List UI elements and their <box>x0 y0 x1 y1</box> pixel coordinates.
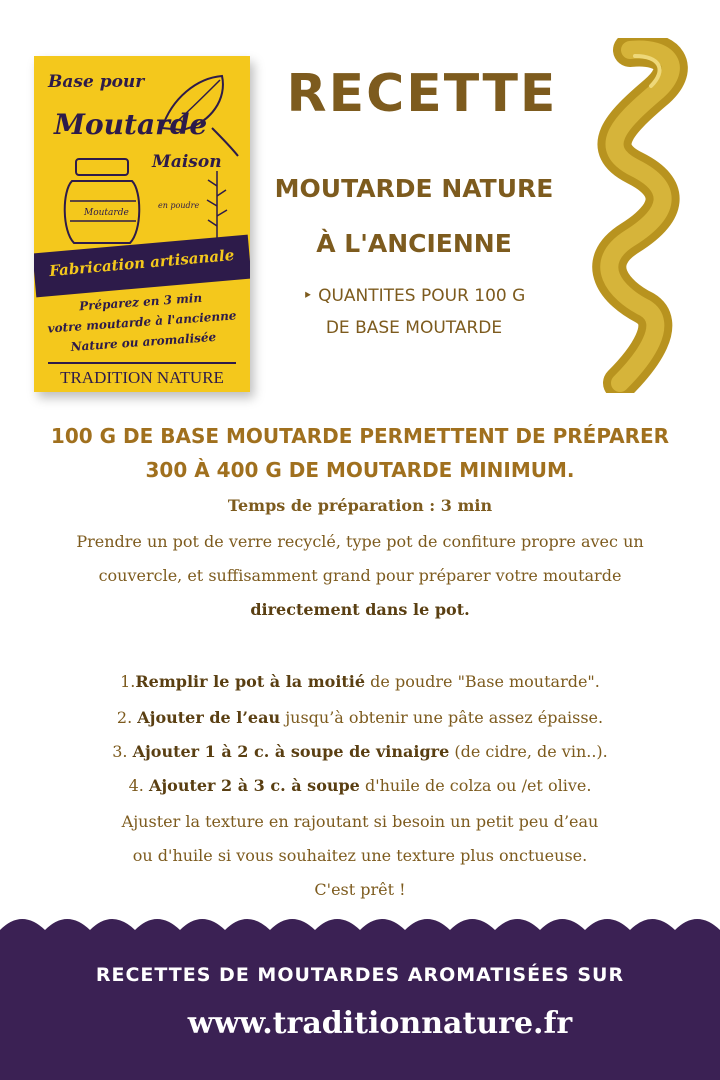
footer-banner <box>0 930 720 1080</box>
recipe-subtitle-1: MOUTARDE NATURE <box>274 174 554 203</box>
step-prefix: 2. <box>116 708 138 727</box>
step-bold: Ajouter 2 à 3 c. à soupe <box>148 776 360 795</box>
label-divider <box>48 362 236 364</box>
step-2 <box>0 708 720 727</box>
intro-line-3: directement dans le pot. <box>250 600 470 619</box>
quantity-line-2: DE BASE MOUTARDE <box>325 318 503 338</box>
label-base-pour: Base pour <box>48 72 145 92</box>
step-prefix: 3. <box>112 742 133 761</box>
ready-line: C'est prêt ! <box>314 880 406 899</box>
adjust-line-1: Ajuster la texture en rajoutant si besoin un petit peu d’eau <box>121 812 599 831</box>
mustard-swirl-icon <box>575 38 695 393</box>
label-line: Nature ou aromalisée <box>70 329 217 355</box>
step-bold: Ajouter de l’eau <box>137 708 281 727</box>
step-prefix: 4. <box>128 776 149 795</box>
jar-label-text: Moutarde <box>84 208 129 218</box>
step-prefix: 1. <box>120 672 136 691</box>
step-rest: (de cidre, de vin..). <box>449 742 608 761</box>
adjust-line-2: ou d'huile si vous souhaitez une texture plus onctueuse. <box>132 846 588 865</box>
step-bold: Remplir le pot à la moitié <box>135 672 366 691</box>
step-rest: de poudre "Base moutarde". <box>365 672 600 691</box>
label-maison: Maison <box>152 152 222 172</box>
label-line: Préparez en 3 min <box>78 290 203 314</box>
step-3 <box>0 742 720 761</box>
step-1 <box>0 672 720 691</box>
step-rest: jusqu’à obtenir une pâte assez épaisse. <box>280 708 604 727</box>
page-title: RECETTE <box>286 64 558 124</box>
label-brand: TRADITION NATURE <box>60 368 224 387</box>
headline-2: 300 À 400 G DE MOUTARDE MINIMUM. <box>145 458 575 482</box>
footer-line: RECETTES DE MOUTARDES AROMATISÉES SUR <box>95 964 625 986</box>
step-bold: Ajouter 1 à 2 c. à soupe de vinaigre <box>132 742 450 761</box>
intro-line-1: Prendre un pot de verre recyclé, type pot de confiture propre avec un <box>76 532 644 551</box>
label-tagline <box>34 285 250 360</box>
step-rest: d'huile de colza ou /et olive. <box>359 776 592 795</box>
recipe-subtitle-2: À L'ANCIENNE <box>316 229 512 258</box>
label-moutarde: Moutarde <box>54 108 208 141</box>
footer-url-link[interactable]: www.traditionnature.fr <box>187 1006 573 1041</box>
product-label <box>34 56 250 392</box>
step-4 <box>0 776 720 795</box>
jar-icon <box>58 151 148 251</box>
quantity-line-1: ‣ QUANTITES POUR 100 G <box>302 286 526 306</box>
headline-1: 100 G DE BASE MOUTARDE PERMETTENT DE PRÉPARER <box>50 424 670 448</box>
label-line: votre moutarde à l'ancienne <box>47 308 237 336</box>
intro-line-2: couvercle, et suffisamment grand pour préparer votre moutarde <box>98 566 622 585</box>
label-en-poudre: en poudre <box>158 201 200 210</box>
prep-time: Temps de préparation : 3 min <box>227 496 493 515</box>
ribbon-text: Fabrication artisanale <box>48 245 235 281</box>
